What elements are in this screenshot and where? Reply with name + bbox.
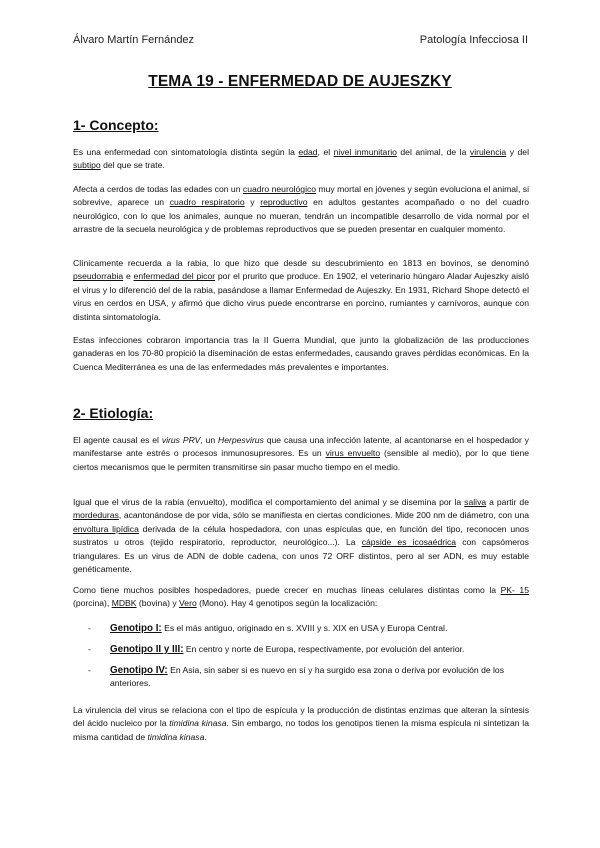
text-run: . <box>204 731 207 742</box>
text-run: con capsómeros triangulares. Es un virus de ADN de doble cadena, con unos 72 ORF distintos, pero al ser ADN, es muy estable genéticamente. <box>73 537 529 575</box>
text-run: muy mortal en jóvenes y según evoluciona el animal, si sobrevive, aparece un <box>73 184 529 208</box>
text-run: a partir de <box>486 497 529 507</box>
bullet-dash: - <box>88 665 91 675</box>
text-run: Como tiene muchos posibles hospedadores, puede crecer en muchas líneas celulares distintas como la <box>73 585 501 595</box>
term-mdbk: MDBK <box>111 598 137 609</box>
genotype-description: En Asia, sin saber si es nuevo en sí y ha surgido esa zona o deriva por evolución de los anteriores. <box>110 665 505 689</box>
term-edad: edad <box>298 147 318 157</box>
bullet-dash: - <box>88 644 91 654</box>
term-cuadro-respiratorio: cuadro respiratorio <box>169 197 245 208</box>
text-run: , acantonándose de por vida, sólo se manifiesta en ciertas condiciones. Mide 200 nm de diámetro, con una <box>118 510 529 521</box>
bullet-text <box>110 643 528 656</box>
header-author: Álvaro Martín Fernández <box>73 34 195 46</box>
paragraph-concepto-3 <box>73 257 529 324</box>
text-run: e <box>123 271 134 282</box>
term-pseudorrabia: pseudorrabia <box>73 271 124 282</box>
text-run: del que se trate. <box>100 160 165 171</box>
text-run: y <box>244 197 261 208</box>
term-herpesvirus: Herpesvirus <box>218 435 264 445</box>
paragraph-concepto-4: Estas infecciones cobraron importancia tras la II Guerra Mundial, que junto la globalización de las producciones ganaderas en los 70-80 propició la diseminación de estas enfermedades, causando graves pérdidas económicas. En la Cuenca Mediterránea es una de las enfermedades más prevalentes e importantes. <box>73 335 529 372</box>
paragraph-concepto-2 <box>73 183 529 237</box>
text-run: (bovina) y <box>136 598 180 609</box>
genotype-label: Genotipo II y III: <box>110 644 184 655</box>
bullet-text <box>110 664 528 691</box>
term-capside-icosaedrica: cápside es icosaédrica <box>361 537 457 548</box>
paragraph-etiologia-3 <box>73 584 529 611</box>
term-timidina-kinasa: timidina kinasa <box>169 718 227 729</box>
term-subtipo: subtipo <box>73 160 101 171</box>
text-run: (sensible al medio), por lo que tiene ciertos mecanismos que le permiten transmitirse sin pasar mucho tiempo en el medio. <box>73 448 529 472</box>
term-pk-15: PK- 15 <box>500 585 529 595</box>
term-saliva: saliva <box>464 497 487 507</box>
text-run: El agente causal es el <box>73 435 162 445</box>
term-virus-prv: virus PRV <box>161 435 201 445</box>
term-virus-envuelto: virus envuelto <box>325 448 381 459</box>
document-title: TEMA 19 - ENFERMEDAD DE AUJESZKY <box>148 73 452 90</box>
paragraph-etiologia-1 <box>73 434 529 474</box>
bullet-dash: - <box>88 623 91 633</box>
paragraph-concepto-1 <box>73 146 529 173</box>
paragraph-etiologia-4 <box>73 704 529 744</box>
section-heading-concepto: 1- Concepto: <box>73 117 159 133</box>
term-enfermedad-del-picor: enfermedad del picor <box>133 271 216 282</box>
term-nivel-inmunitario: nivel inmunitario <box>333 147 397 157</box>
term-virulencia: virulencia <box>469 147 507 157</box>
text-run: en adultos gestantes acompañado o no del cuadro neurológico, con lo que los animales, aunque no mueran, tendrán un incompatible desarrollo de vida normal por el arrastre de la secuela neurológica y de problemas reproductivos que se pueden presentar en cualquier momento. <box>73 197 529 235</box>
text-run: La virulencia del virus se relaciona con el tipo de espícula y la producción de distintas enzimas que alteran la síntesis del ácido nucleico por la <box>73 705 529 729</box>
section-heading-etiologia: 2- Etiología: <box>73 405 154 421</box>
bullet-text <box>110 622 528 635</box>
text-run: (porcina), <box>73 598 112 609</box>
header-subject: Patología Infecciosa II <box>419 34 528 46</box>
term-envoltura-lipidica: envoltura lipídica <box>73 523 139 534</box>
term-mordeduras: mordeduras <box>73 510 119 521</box>
text-run: por el prurito que produce. En 1902, el veterinario húngaro Aladar Aujeszky aisló el virus y lo diferenció del de la rabia, pasándose a llamar Enfermedad de Aujeszky. En 1931, Richard Shope detectó el virus en cerdos en USA, y afirmó que dicho virus puede encontrarse en porcino, rumiantes y carnívoros, aunque con distinta sintomatología. <box>73 271 529 322</box>
text-run: , un <box>200 435 219 445</box>
term-reproductivo: reproductivo <box>260 197 308 208</box>
text-run: (Mono). Hay 4 genotipos según la localización: <box>196 598 378 609</box>
text-run: que causa una infección latente, al acantonarse en el hospedador y manifestarse ante estrés o procesos inmunosupresores. Es un <box>73 435 529 459</box>
text-run: . Sin embargo, no todos los genotipos tienen la misma espícula ni sintetizan la misma cantidad de <box>73 718 529 742</box>
text-run: y del <box>506 147 529 157</box>
genotype-label: Genotipo I: <box>110 623 162 634</box>
text-run: Igual que el virus de la rabia (envuelto), modifica el comportamiento del animal y se disemina por la <box>73 497 465 507</box>
term-vero: Vero <box>179 598 197 609</box>
term-cuadro-neurologico: cuadro neurológico <box>242 184 317 194</box>
text-run: derivada de la célula hospedadora, con unas espículas que, en función del tipo, reconocen unos sustratos u otros (tejido respiratorio, reproductor, neurológico...). La <box>73 523 529 548</box>
genotype-description: Es el más antiguo, originado en s. XVIII y s. XIX en USA y Europa Central. <box>161 623 448 633</box>
text-run: Clínicamente recuerda a la rabia, lo que hizo que desde su descubrimiento en 1813 en bovinos, se denominó <box>73 258 529 268</box>
text-run: , el <box>317 147 334 157</box>
genotype-label: Genotipo IV: <box>110 665 168 676</box>
term-timidina-kinasa: timidina kinasa <box>147 731 205 742</box>
text-run: del animal, de la <box>396 147 470 157</box>
text-run: Es una enfermedad con sintomatología distinta según la <box>73 147 299 157</box>
text-run: Afecta a cerdos de todas las edades con un <box>73 184 243 194</box>
paragraph-etiologia-2 <box>73 496 529 576</box>
genotype-description: En centro y norte de Europa, respectivamente, por evolución del anterior. <box>183 644 465 654</box>
